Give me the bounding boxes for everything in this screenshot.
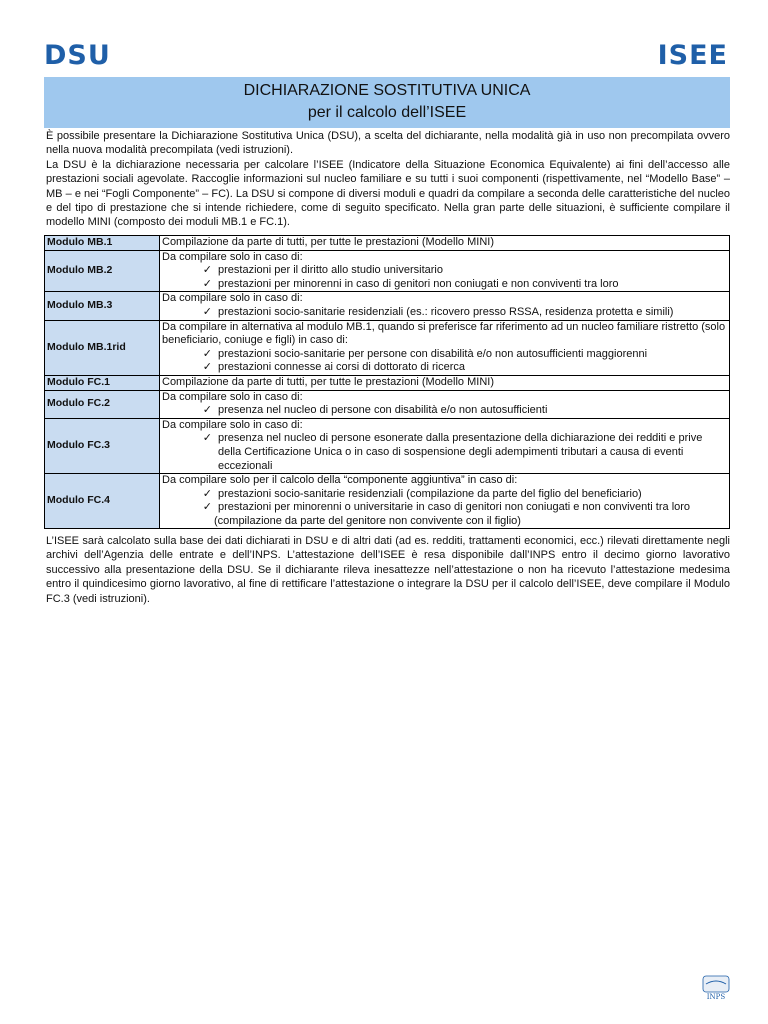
- module-description: [160, 418, 730, 473]
- checkmark-icon: ✓: [202, 277, 212, 290]
- module-row: [45, 375, 730, 390]
- checkmark-icon: ✓: [202, 305, 212, 318]
- module-bullet-text: prestazioni socio-sanitarie residenziali (es.: ricovero presso RSSA, residenza protetta e simili): [218, 305, 674, 318]
- checkmark-icon: ✓: [202, 404, 212, 417]
- module-name: Modulo FC.2: [45, 390, 160, 418]
- module-bullet: [162, 306, 727, 320]
- module-bullet-text: prestazioni per il diritto allo studio universitario: [218, 264, 443, 277]
- module-text: Compilazione da parte di tutti, per tutte le prestazioni (Modello MINI): [162, 375, 494, 388]
- title-band: [44, 77, 730, 128]
- module-text: Da compilare solo in caso di:: [162, 250, 303, 263]
- module-bullet: [162, 348, 727, 362]
- module-description: [160, 292, 730, 320]
- checkmark-icon: ✓: [202, 501, 212, 514]
- closing-text: L’ISEE sarà calcolato sulla base dei dati dichiarati in DSU e di altri dati (ad es. redditi, trattamenti economici, ecc.) rilevati direttamente negli archivi dell’Agenzia delle entrate e dell’INPS. L’attestazione dell’ISEE è resa disponibile dall’INPS entro il decimo giorno lavorativo successivo alla presentazione della DSU. Se il dichiarante rileva inesattezze nell’attestazione o non ha ricevuto l’attestazione medesima entro il quindicesimo giorno lavorativo, al fine di rettificare l’attestazione o integrare la DSU per il calcolo dell’ISEE, deve compilare il Modulo FC.3 (vedi istruzioni).: [46, 535, 730, 605]
- module-text: Da compilare in alternativa al modulo MB.1, quando si preferisce far riferimento ad un nucleo familiare ristretto (solo beneficiario, coniuge e figli) in caso di:: [162, 320, 726, 347]
- checkmark-icon: ✓: [202, 264, 212, 277]
- module-row: [45, 474, 730, 529]
- modules-table: [44, 235, 730, 529]
- module-bullet-text: prestazioni socio-sanitarie per persone con disabilità e/o non autosufficienti maggiorenni: [218, 347, 648, 360]
- module-bullet-text: prestazioni per minorenni in caso di genitori non coniugati e non conviventi tra loro: [218, 277, 619, 290]
- module-bullet-text: prestazioni per minorenni o universitarie in caso di genitori non coniugati e non conviventi tra loro: [218, 501, 691, 514]
- module-text: Da compilare solo in caso di:: [162, 390, 303, 403]
- module-description: [160, 250, 730, 292]
- module-name: Modulo FC.4: [45, 474, 160, 529]
- checkmark-icon: ✓: [202, 361, 212, 374]
- module-bullet: [162, 278, 727, 292]
- checkmark-icon: ✓: [202, 432, 212, 445]
- intro-paragraph-1: È possibile presentare la Dichiarazione Sostitutiva Unica (DSU), a scelta del dichiarante, nella modalità già in uso non precompilata ovvero nella nuova modalità precompilata (vedi istruzioni).: [46, 130, 730, 157]
- checkmark-icon: ✓: [202, 347, 212, 360]
- module-row: [45, 320, 730, 375]
- svg-text:INPS: INPS: [706, 993, 726, 1001]
- module-note: (compilazione da parte del genitore non convivente con il figlio): [214, 514, 521, 527]
- document-title: DICHIARAZIONE SOSTITUTIVA UNICA: [243, 82, 531, 99]
- intro-paragraph-2: La DSU è la dichiarazione necessaria per calcolare l’ISEE (Indicatore della Situazione Economica Equivalente) ai fini dell’accesso alle prestazioni sociali agevolate. Raccoglie informazioni sul nucleo familiare e su tutti i suoi componenti (rispettivamente, nel “Modello Base” – MB – e nei “Fogli Componente” – FC). La DSU si compone di diversi moduli e quadri da compilare a seconda delle caratteristiche del nucleo e del tipo di prestazione che si intende richiedere, come di seguito specificato. Nella gran parte delle situazioni, è sufficiente compilare il modello MINI (composto dei moduli MB.1 e FC.1).: [46, 158, 730, 229]
- module-name: Modulo MB.1rid: [45, 320, 160, 375]
- module-row: [45, 418, 730, 473]
- module-description: [160, 320, 730, 375]
- module-row: [45, 236, 730, 251]
- module-row: [45, 390, 730, 418]
- module-bullet: [162, 501, 727, 515]
- module-bullet-text: presenza nel nucleo di persone esonerate dalla presentazione della dichiarazione dei redditi e prive della Certificazione Unica o in caso di sospensione degli adempimenti tributari a causa di eventi eccezionali: [218, 432, 703, 472]
- module-description: [160, 390, 730, 418]
- isee-logo-text: ISEE: [657, 40, 728, 71]
- module-bullet-text: presenza nel nucleo di persone con disabilità e/o non autosufficienti: [218, 404, 548, 417]
- module-description: [160, 236, 730, 251]
- module-name: Modulo MB.2: [45, 250, 160, 292]
- module-description: [160, 375, 730, 390]
- module-name: Modulo MB.3: [45, 292, 160, 320]
- module-text: Da compilare solo in caso di:: [162, 418, 303, 431]
- intro-text: [46, 129, 730, 230]
- module-bullet: [162, 432, 727, 473]
- module-bullet: [162, 404, 727, 418]
- module-text: Da compilare solo per il calcolo della “componente aggiuntiva” in caso di:: [162, 474, 518, 487]
- document-subtitle: per il calcolo dell’ISEE: [307, 104, 467, 121]
- module-bullet-text: prestazioni connesse ai corsi di dottorato di ricerca: [218, 361, 466, 374]
- module-name: Modulo FC.3: [45, 418, 160, 473]
- module-text: Compilazione da parte di tutti, per tutte le prestazioni (Modello MINI): [162, 236, 494, 248]
- module-text: Da compilare solo in caso di:: [162, 292, 303, 305]
- module-bullet: [162, 361, 727, 375]
- inps-logo-icon: [702, 975, 730, 1001]
- module-bullet-text: prestazioni socio-sanitarie residenziali (compilazione da parte del figlio del beneficiario): [218, 487, 642, 500]
- module-name: Modulo MB.1: [45, 236, 160, 251]
- module-bullet: [162, 488, 727, 502]
- checkmark-icon: ✓: [202, 487, 212, 500]
- module-row: [45, 250, 730, 292]
- module-bullet: [162, 264, 727, 278]
- module-description: [160, 474, 730, 529]
- module-row: [45, 292, 730, 320]
- dsu-logo-text: DSU: [44, 40, 111, 71]
- module-name: Modulo FC.1: [45, 375, 160, 390]
